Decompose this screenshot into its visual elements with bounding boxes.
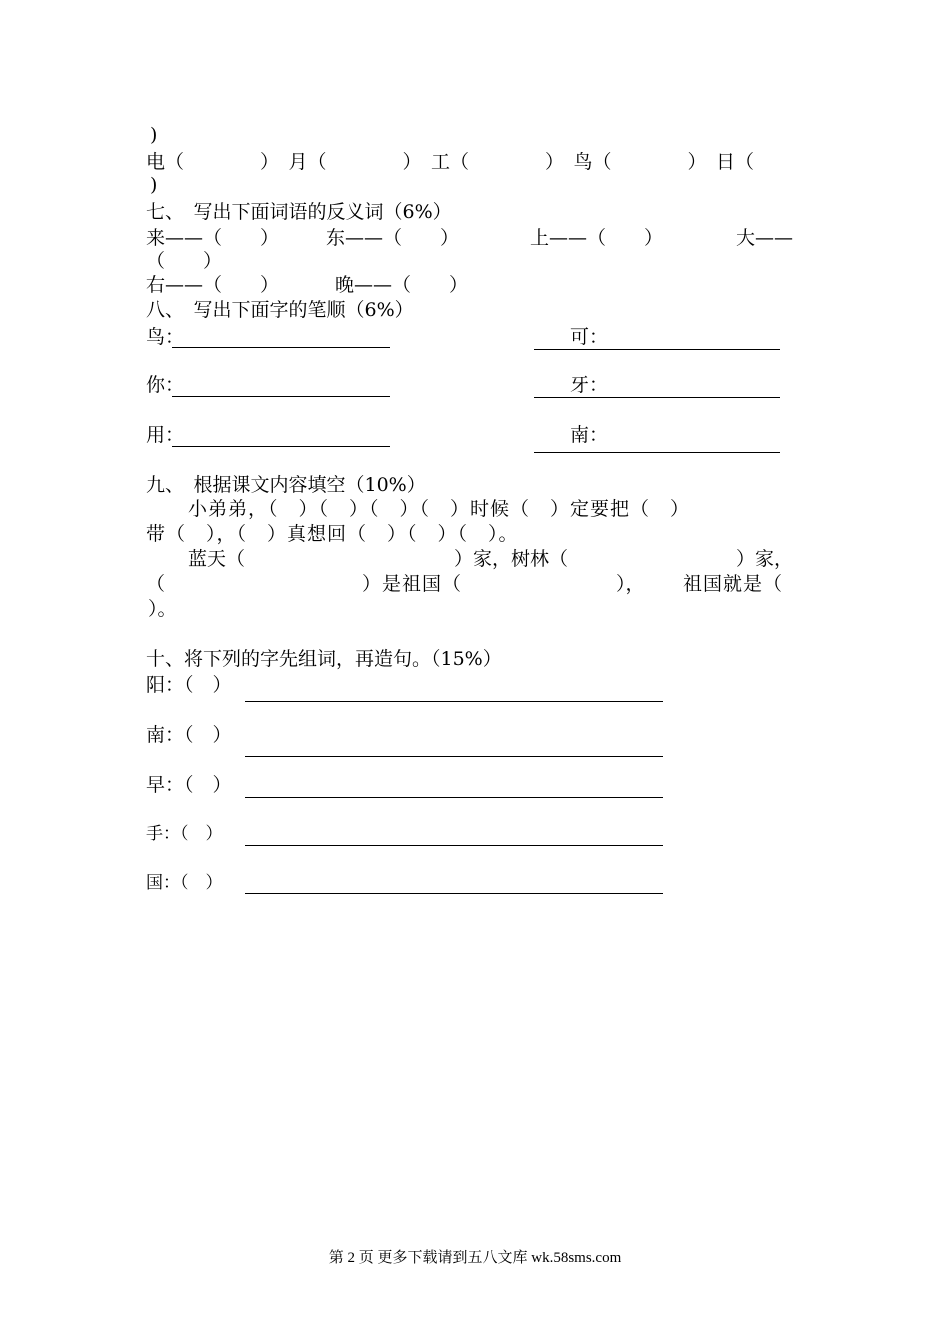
stroke-order-label: 鸟： <box>146 326 185 348</box>
section-10-title: 十、将下列的字先组词，再造句。（15%） <box>146 648 502 670</box>
fill-text-segment: ）。 <box>148 598 177 620</box>
word-sentence-label: 早：（ ） <box>146 774 232 796</box>
fill-text-segment: 蓝天（ <box>188 548 246 570</box>
antonym-item: 东——（ ） <box>326 227 460 249</box>
fill-text-line: 小弟弟，（ ）（ ）（ ）（ ）时候（ ）定要把（ ） <box>188 498 691 520</box>
antonym-item: 上——（ ） <box>530 227 664 249</box>
fill-text-segment: ）， <box>616 573 645 595</box>
answer-line[interactable] <box>172 396 390 397</box>
antonym-blank: （ ） <box>146 250 223 272</box>
fill-text-segment: ）家，树林（ <box>454 548 569 570</box>
closing-paren: ) <box>150 124 158 146</box>
answer-line[interactable] <box>245 756 663 757</box>
word-sentence-label: 阳：（ ） <box>146 674 232 696</box>
word-sentence-label: 南：（ ） <box>146 724 232 746</box>
answer-line[interactable] <box>245 893 663 894</box>
word-sentence-label: 手：（ ） <box>146 824 223 844</box>
antonym-item: 右——（ ） <box>146 274 280 296</box>
closing-paren: ) <box>150 174 158 196</box>
fill-text-segment: （ <box>146 573 166 595</box>
answer-line[interactable] <box>534 452 780 453</box>
fill-text-segment: ）家， <box>736 548 794 570</box>
page-footer: 第 2 页 更多下载请到五八文库 wk.58sms.com <box>328 1250 622 1266</box>
section-7-title: 七、 写出下面词语的反义词（6%） <box>146 201 452 223</box>
answer-line[interactable] <box>534 397 780 398</box>
answer-line[interactable] <box>245 797 663 798</box>
answer-line[interactable] <box>172 347 390 348</box>
fill-text-segment: ）是祖国（ <box>362 573 463 595</box>
stroke-order-label: 南： <box>570 424 609 446</box>
answer-line[interactable] <box>245 701 663 702</box>
stroke-order-label: 牙： <box>570 374 609 396</box>
antonym-item: 大—— <box>736 227 794 249</box>
answer-line[interactable] <box>534 349 780 350</box>
fill-text-segment: 祖国就是（ <box>683 573 784 595</box>
section-9-title: 九、 根据课文内容填空（10%） <box>146 474 426 496</box>
stroke-order-label: 可： <box>570 326 609 348</box>
answer-line[interactable] <box>172 446 390 447</box>
fill-text-line: 带（ ），（ ）真想回（ ）（ ）（ ）。 <box>146 523 519 545</box>
fill-row-characters: 电（ ） 月（ ） 工（ ） 鸟（ ） 日（ <box>146 151 755 173</box>
section-8-title: 八、 写出下面字的笔顺（6%） <box>146 299 414 321</box>
stroke-order-label: 你： <box>146 374 185 396</box>
word-sentence-label: 国：（ ） <box>146 873 223 893</box>
antonym-item: 晚——（ ） <box>335 274 469 296</box>
answer-line[interactable] <box>245 845 663 846</box>
antonym-item: 来——（ ） <box>146 227 280 249</box>
stroke-order-label: 用： <box>146 424 185 446</box>
